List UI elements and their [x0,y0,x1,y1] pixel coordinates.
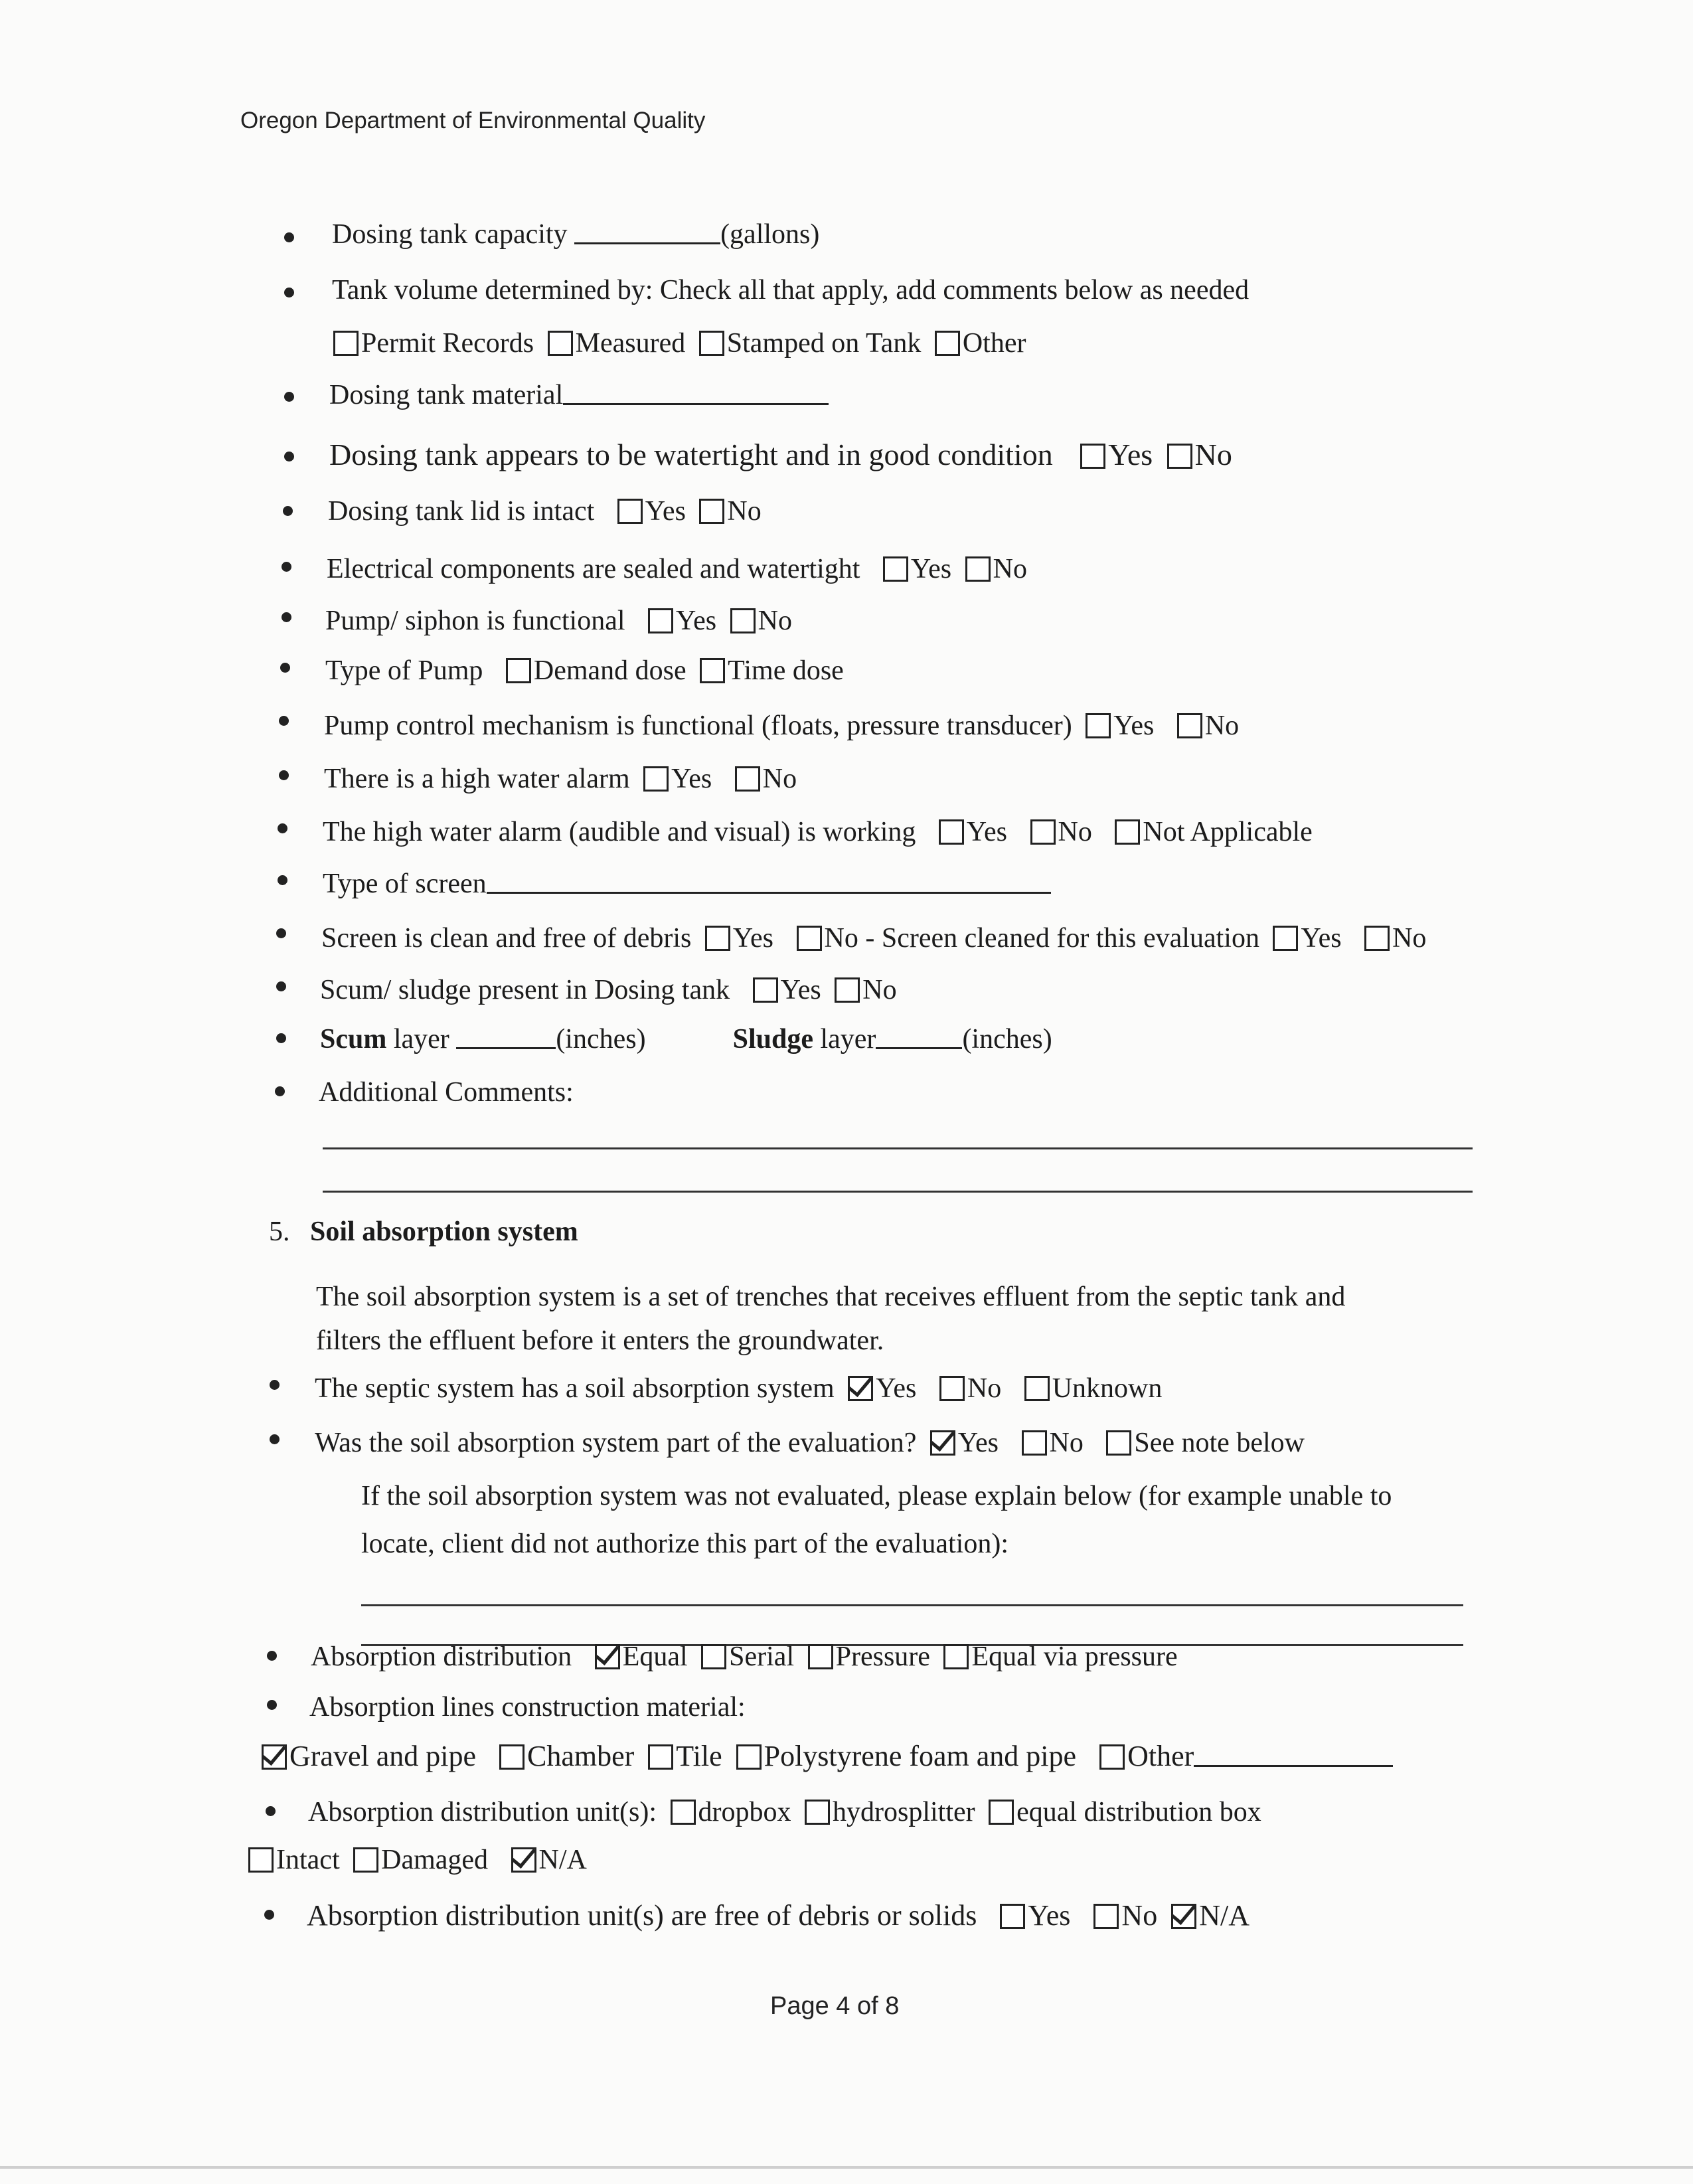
bullet [276,981,286,991]
bullet [275,1086,285,1096]
alarm-row [324,762,797,796]
screen-clean-no-checkbox[interactable] [797,926,822,951]
tank-material-field[interactable] [563,379,829,405]
units-na-checkbox[interactable] [511,1847,536,1873]
other-material-field[interactable] [1194,1741,1393,1767]
other-volume-checkbox[interactable] [935,331,960,356]
bullet [282,562,291,572]
other-material-checkbox[interactable] [1099,1744,1125,1770]
yes-label: Yes [671,764,712,794]
comments-row [319,1076,574,1109]
not-applicable-label: Not Applicable [1143,817,1313,847]
sludge-label: Sludge [732,1024,813,1054]
intact-checkbox[interactable] [248,1847,274,1873]
sludge-layer-field[interactable] [876,1023,962,1049]
units-free-row [307,1899,1250,1932]
explain-line-1: If the soil absorption system was not evaluated, please explain below (for example unable to [361,1481,1392,1511]
chamber-checkbox[interactable] [499,1744,524,1770]
evaluated-no-checkbox[interactable] [1022,1430,1047,1456]
scan-edge [0,2166,1693,2169]
yes-label: Yes [1113,711,1155,741]
bullet [284,392,294,402]
explain-line[interactable] [361,1604,1463,1606]
stamped-on-tank-checkbox[interactable] [699,331,724,356]
no-label: No [727,496,762,527]
yes-label: Yes [876,1373,917,1404]
pump-no-checkbox[interactable] [730,608,756,633]
bullet [283,506,293,516]
stamped-on-tank-label: Stamped on Tank [726,328,922,359]
watertight-no-checkbox[interactable] [1167,444,1192,469]
alarm-label: There is a high water alarm [324,764,630,794]
agency-header: Oregon Department of Environmental Quality [240,108,706,133]
equal-distribution-box-checkbox[interactable] [989,1800,1014,1825]
section-number: 5. [269,1217,290,1247]
construction-material-label: Absorption lines construction material: [309,1692,746,1722]
control-no-checkbox[interactable] [1177,713,1202,738]
equal-distribution-box-label: equal distribution box [1016,1797,1261,1827]
gravel-pipe-checkbox[interactable] [262,1744,287,1770]
screen-clean-label: Screen is clean and free of debris [321,923,692,954]
alarm-working-row [323,815,1313,849]
bullet [270,1434,280,1444]
dosing-capacity-unit: (gallons) [720,219,820,250]
watertight-row [329,438,1232,471]
alarm-working-yes-checkbox[interactable] [939,819,964,845]
tank-material-row [329,378,829,412]
tank-volume-options [327,327,1026,360]
units-status-row [243,1843,587,1877]
dropbox-label: dropbox [698,1797,791,1827]
control-label: Pump control mechanism is functional (floats, pressure transducer) [324,711,1072,741]
tank-volume-row [332,274,1249,307]
yes-label: Yes [732,923,774,954]
scum-layer-word: layer [393,1024,449,1054]
other-material-label: Other [1127,1740,1194,1772]
no-label: No [1204,711,1240,741]
yes-label: Yes [1301,923,1342,954]
no-label: No [862,975,897,1005]
dosing-capacity-label: Dosing tank capacity [332,219,568,250]
see-note-label: See note below [1134,1428,1305,1458]
comments-label: Additional Comments: [319,1077,574,1108]
scum-layer-field[interactable] [456,1023,556,1049]
pump-yes-checkbox[interactable] [648,608,673,633]
permit-records-checkbox[interactable] [333,331,359,356]
time-dose-checkbox[interactable] [700,658,725,683]
lid-row [328,495,762,528]
evaluated-row [315,1426,1305,1460]
no-label: No [1121,1899,1158,1932]
distribution-units-row [308,1796,1261,1829]
polystyrene-label: Polystyrene foam and pipe [764,1740,1077,1772]
pump-label: Pump/ siphon is functional [325,606,625,636]
other-volume-label: Other [962,328,1026,359]
distribution-label: Absorption distribution [311,1641,572,1672]
yes-label: Yes [1028,1899,1071,1932]
scum-unit: (inches) [556,1024,646,1054]
control-row [324,709,1239,742]
screen-type-row [323,867,1051,900]
yes-label: Yes [676,606,717,636]
yes-label: Yes [966,817,1008,847]
scum-present-row [320,973,897,1007]
control-yes-checkbox[interactable] [1086,713,1111,738]
watertight-yes-checkbox[interactable] [1080,444,1105,469]
equal-label: Equal [622,1641,688,1672]
pump-type-label: Type of Pump [325,655,483,686]
tank-material-label: Dosing tank material [329,380,564,410]
distribution-row [311,1640,1178,1673]
soil-description-2: filters the effluent before it enters the groundwater. [316,1325,884,1356]
demand-dose-checkbox[interactable] [506,658,531,683]
no-label: No [1058,817,1092,847]
bullet [267,1700,277,1710]
lid-no-checkbox[interactable] [699,499,724,524]
scum-present-label: Scum/ sludge present in Dosing tank [320,975,730,1005]
yes-label: Yes [910,554,952,584]
has-system-no-checkbox[interactable] [939,1376,965,1401]
no-label: No [1194,438,1232,471]
no-label: No [1049,1428,1084,1458]
damaged-label: Damaged [381,1845,489,1875]
distribution-units-label: Absorption distribution unit(s): [308,1797,657,1827]
units-free-yes-checkbox[interactable] [1000,1904,1025,1929]
na-label: N/A [538,1845,587,1875]
bullet [280,663,290,673]
scum-label: Scum [320,1024,387,1054]
equal-via-pressure-label: Equal via pressure [971,1641,1178,1672]
watertight-label: Dosing tank appears to be watertight and in good condition [329,438,1053,471]
bullet [284,452,294,462]
alarm-no-checkbox[interactable] [735,766,760,792]
no-label: No [762,764,797,794]
bullet [279,770,289,780]
gravel-pipe-label: Gravel and pipe [289,1740,476,1772]
sludge-unit: (inches) [962,1024,1052,1054]
bullet [276,1033,286,1043]
bullet [266,1806,276,1816]
yes-label: Yes [957,1428,999,1458]
serial-label: Serial [729,1641,795,1672]
no-label: No [993,554,1027,584]
screen-cleaned-no-checkbox[interactable] [1364,926,1390,951]
demand-dose-label: Demand dose [533,655,686,686]
dropbox-checkbox[interactable] [671,1800,696,1825]
construction-material-options [255,1740,1393,1773]
unknown-label: Unknown [1052,1373,1163,1404]
evaluated-yes-checkbox[interactable] [930,1430,955,1456]
screen-clean-yes-checkbox[interactable] [705,926,730,951]
na-label: N/A [1199,1899,1250,1932]
polystyrene-checkbox[interactable] [736,1744,762,1770]
comment-line[interactable] [323,1147,1473,1149]
page-number: Page 4 of 8 [770,1992,900,2020]
has-soil-system-row [315,1372,1162,1405]
alarm-working-na-checkbox[interactable] [1115,819,1140,845]
hydrosplitter-checkbox[interactable] [805,1800,830,1825]
measured-checkbox[interactable] [548,331,573,356]
lid-label: Dosing tank lid is intact [328,496,595,527]
bullet [284,288,294,297]
soil-description-1: The soil absorption system is a set of trenches that receives effluent from the septic tank and [316,1282,1346,1312]
yes-label: Yes [645,496,686,527]
electrical-label: Electrical components are sealed and watertight [327,554,860,584]
no-label: No [967,1373,1002,1404]
bullet [278,875,287,885]
pump-type-row [325,654,844,687]
evaluated-label: Was the soil absorption system part of the evaluation? [315,1428,917,1458]
damaged-checkbox[interactable] [353,1847,378,1873]
tank-volume-label: Tank volume determined by: Check all that apply, add comments below as needed [332,275,1250,305]
bullet [264,1910,274,1920]
electrical-no-checkbox[interactable] [965,556,991,582]
section-5-heading [269,1215,578,1248]
permit-records-label: Permit Records [361,328,534,359]
no-label: No [758,606,792,636]
tile-label: Tile [676,1740,722,1772]
pressure-label: Pressure [835,1641,930,1672]
screen-cleaned-yes-checkbox[interactable] [1273,926,1298,951]
equal-via-pressure-checkbox[interactable] [943,1644,969,1669]
construction-material-row [309,1691,746,1724]
time-dose-label: Time dose [728,655,844,686]
bullet [282,612,291,622]
has-system-yes-checkbox[interactable] [848,1376,873,1401]
bullet [267,1651,277,1661]
bullet [276,928,286,938]
intact-label: Intact [276,1845,340,1875]
electrical-row [327,552,1027,586]
section-title: Soil absorption system [310,1217,578,1247]
scum-present-no-checkbox[interactable] [835,977,860,1003]
units-free-no-checkbox[interactable] [1093,1904,1119,1929]
has-soil-system-label: The septic system has a soil absorption system [315,1373,835,1404]
scum-present-yes-checkbox[interactable] [753,977,778,1003]
electrical-yes-checkbox[interactable] [883,556,908,582]
bullet [279,716,289,726]
units-free-label: Absorption distribution unit(s) are free of debris or solids [307,1899,977,1932]
dosing-capacity-row [332,218,819,251]
lid-yes-checkbox[interactable] [617,499,643,524]
layers-row [320,1023,1052,1056]
has-system-unknown-checkbox[interactable] [1024,1376,1050,1401]
hydrosplitter-label: hydrosplitter [833,1797,975,1827]
see-note-checkbox[interactable] [1106,1430,1131,1456]
pressure-checkbox[interactable] [808,1644,833,1669]
no-label: No [1392,923,1427,954]
alarm-working-label: The high water alarm (audible and visual) is working [323,817,916,847]
measured-label: Measured [575,328,686,359]
bullet [278,823,287,833]
comment-line[interactable] [323,1191,1473,1193]
bullet [270,1380,280,1390]
dosing-capacity-field[interactable] [574,218,720,244]
explain-line-2: locate, client did not authorize this part of the evaluation): [361,1529,1009,1559]
pump-row [325,604,792,637]
screen-type-label: Type of screen [323,869,487,899]
serial-checkbox[interactable] [701,1644,726,1669]
chamber-label: Chamber [527,1740,635,1772]
yes-label: Yes [780,975,821,1005]
alarm-yes-checkbox[interactable] [643,766,669,792]
equal-checkbox[interactable] [595,1644,620,1669]
units-free-na-checkbox[interactable] [1171,1904,1196,1929]
tile-checkbox[interactable] [648,1744,673,1770]
screen-cleaned-label: No - Screen cleaned for this evaluation [824,923,1259,954]
bullet [284,232,294,242]
yes-label: Yes [1108,438,1153,471]
screen-type-field[interactable] [487,868,1051,894]
sludge-layer-word: layer [820,1024,876,1054]
alarm-working-no-checkbox[interactable] [1030,819,1056,845]
screen-clean-row [321,922,1426,955]
